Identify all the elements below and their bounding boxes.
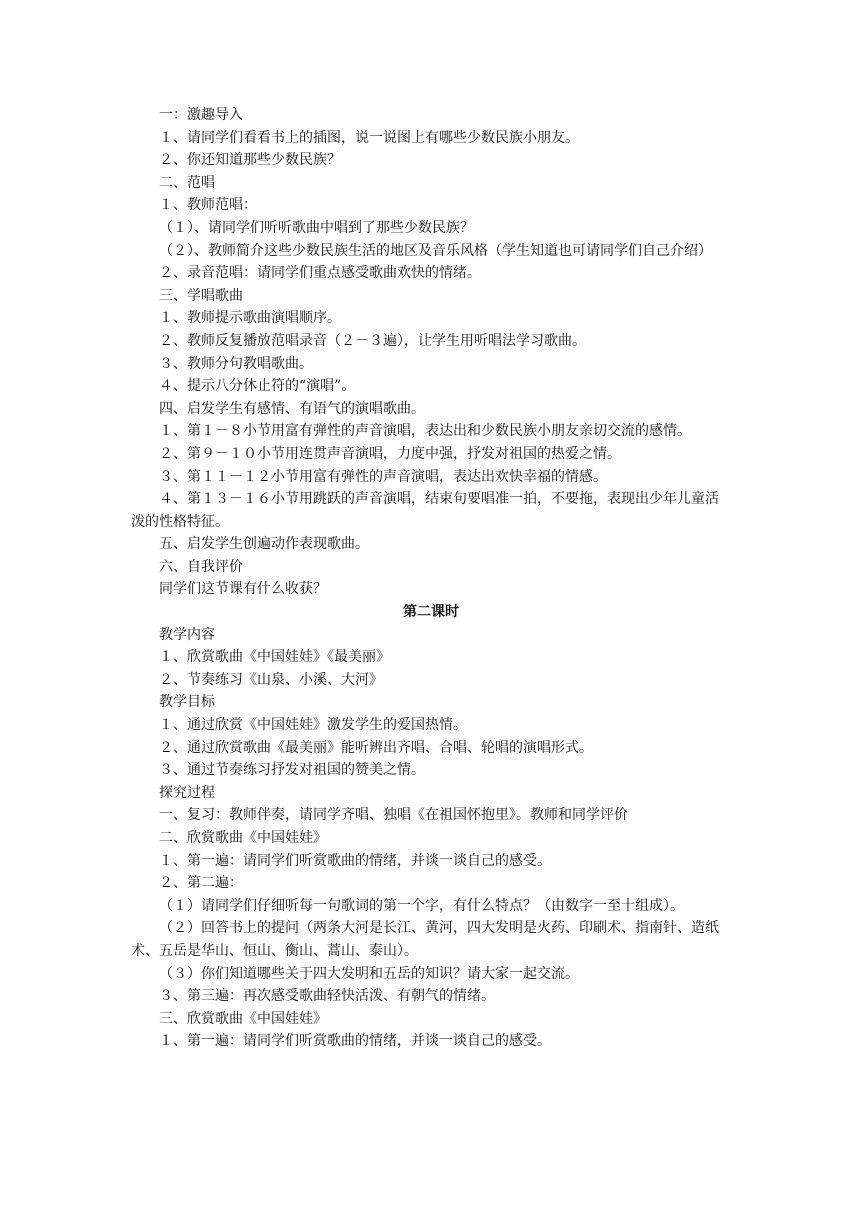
heading-learn-song: 三、学唱歌曲	[159, 287, 243, 304]
paragraph: （１）请同学们仔细听每一句歌词的第一个字，有什么特点？（由数字一至十组成）。	[159, 897, 684, 914]
paragraph: ２、教师反复播放范唱录音（２－３遍），让学生用听唱法学习歌曲。	[159, 332, 586, 349]
paragraph: ３、第１１－１２小节用富有弹性的声音演唱，表达出欢快幸福的情感。	[159, 468, 607, 485]
document-body	[131, 104, 731, 1053]
paragraph: ２、通过欣赏歌曲《最美丽》能听辨出齐唱、合唱、轮唱的演唱形式。	[159, 739, 593, 756]
paragraph: （１）、请同学们听听歌曲中唱到了那些少数民族？	[159, 219, 474, 236]
paragraph: ２、你还知道那些少数民族？	[159, 152, 341, 169]
paragraph: 三、欣赏歌曲《中国娃娃》	[159, 1010, 327, 1027]
heading-demo: 二、范唱	[159, 174, 215, 191]
paragraph: １、第１－８小节用富有弹性的声音演唱，表达出和少数民族小朋友亲切交流的感情。	[159, 423, 691, 440]
heading-intro: 一：激趣导入	[159, 107, 243, 123]
paragraph: （２）、教师简介这些少数民族生活的地区及音乐风格（学生知道也可请同学们自己介绍）	[159, 242, 712, 259]
paragraph: １、请同学们看看书上的插图，说一说图上有哪些少数民族小朋友。	[159, 129, 579, 146]
paragraph: 二、欣赏歌曲《中国娃娃》	[159, 830, 327, 846]
paragraph: （３）你们知道哪些关于四大发明和五岳的知识？请大家一起交流。	[159, 965, 579, 982]
paragraph: ３、教师分句教唱歌曲。	[159, 355, 313, 372]
paragraph: １、通过欣赏《中国娃娃》激发学生的爱国热情。	[159, 717, 467, 734]
heading-self-eval: 六、自我评价	[159, 558, 243, 575]
lesson2-title: 第二课时	[403, 604, 459, 621]
heading-goals: 教学目标	[159, 694, 215, 711]
paragraph: １、教师范唱：	[159, 197, 257, 214]
paragraph: ２、第二遍：	[159, 875, 243, 892]
heading-inspire: 四、启发学生有感情、有语气的演唱歌曲。	[159, 400, 425, 417]
paragraph: １、欣赏歌曲《中国娃娃》《最美丽》	[159, 649, 390, 666]
paragraph: ３、通过节奏练习抒发对祖国的赞美之情。	[159, 762, 425, 779]
paragraph: 一、复习：教师伴奏，请同学齐唱、独唱《在祖国怀抱里》。教师和同学评价	[159, 807, 628, 824]
paragraph: ４、第１３－１６小节用跳跃的声音演唱，结束句要唱准一拍，不要拖，表现出少年儿童活泼的性格特征。	[131, 491, 719, 530]
paragraph: ２、录音范唱：请同学们重点感受歌曲欢快的情绪。	[159, 265, 481, 282]
paragraph: １、第一遍：请同学们听赏歌曲的情绪，并谈一谈自己的感受。	[159, 1033, 551, 1050]
heading-content: 教学内容	[159, 626, 215, 643]
paragraph: （２）回答书上的提问（两条大河是长江、黄河，四大发明是火药、印刷术、指南针、造纸术、五岳是华山、恒山、衡山、蒿山、泰山）。	[131, 920, 719, 959]
paragraph: ４、提示八分休止符的“演唱”。	[159, 378, 356, 395]
paragraph: １、第一遍：请同学们听赏歌曲的情绪，并谈一谈自己的感受。	[159, 852, 551, 869]
paragraph: ２、节奏练习《山泉、小溪、大河》	[159, 671, 383, 688]
paragraph: 同学们这节课有什么收获？	[159, 581, 327, 598]
paragraph: ２、第９－１０小节用连贯声音演唱，力度中强，抒发对祖国的热爱之情。	[159, 445, 621, 462]
paragraph: ３、第三遍：再次感受歌曲轻快活泼、有朝气的情绪。	[159, 988, 495, 1005]
heading-process: 探究过程	[159, 784, 215, 801]
heading-movement: 五、启发学生创遍动作表现歌曲。	[159, 536, 369, 553]
paragraph: １、教师提示歌曲演唱顺序。	[159, 310, 341, 327]
